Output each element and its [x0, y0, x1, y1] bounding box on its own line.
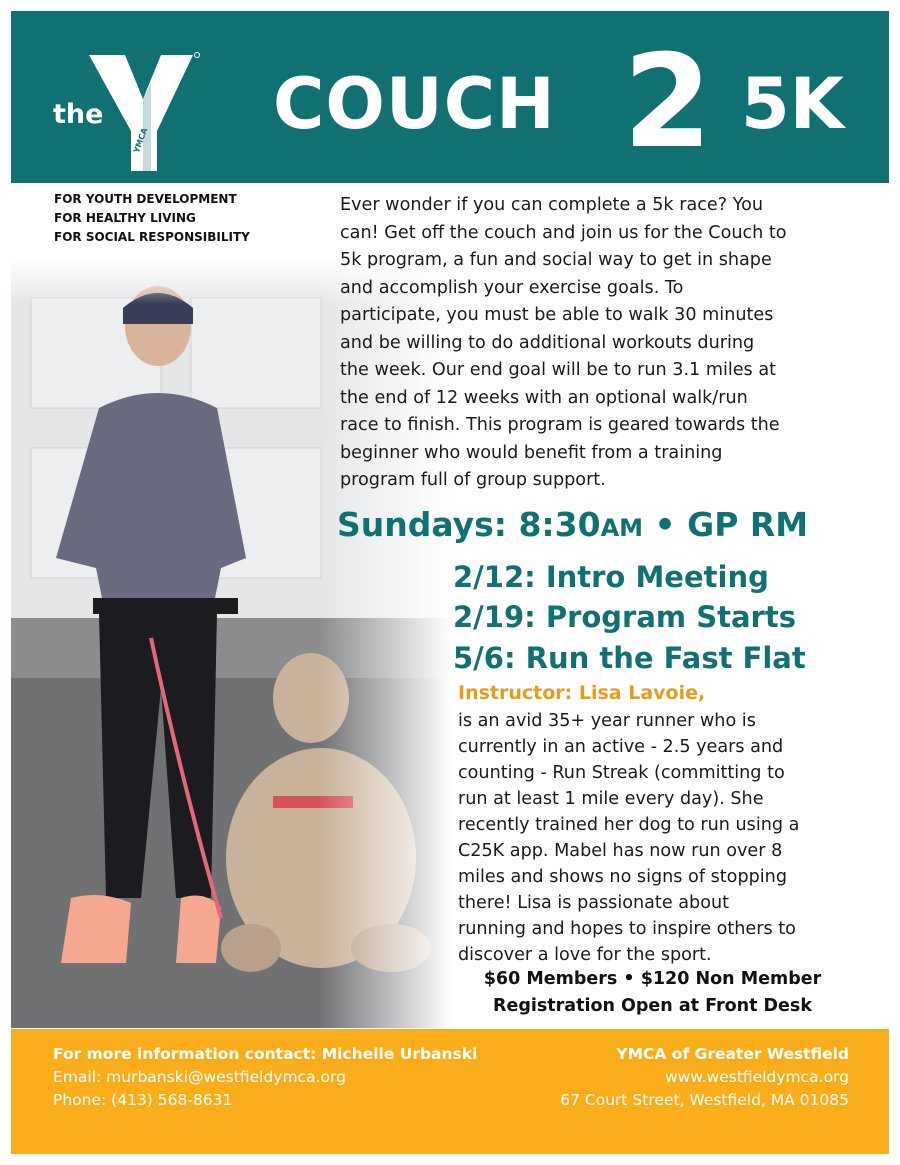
schedule-date-run: 5/6: Run the Fast Flat — [453, 641, 806, 675]
schedule-day-time — [337, 505, 808, 544]
description-line: participate, you must be able to walk 30 minutes — [340, 305, 774, 325]
taglines — [54, 190, 314, 247]
registration-line: Registration Open at Front Desk — [493, 996, 812, 1016]
bio-line: miles and shows no signs of stopping — [458, 867, 787, 887]
bio-line: C25K app. Mabel has now run over 8 — [458, 841, 783, 861]
logo-ymca-text: YMCA — [132, 126, 150, 155]
bio-line: counting - Run Streak (committing to — [458, 763, 785, 783]
org-address: 67 Court Street, Westfield, MA 01085 — [560, 1091, 849, 1109]
tagline-social: FOR SOCIAL RESPONSIBILITY — [54, 230, 250, 244]
bio-line: discover a love for the sport. — [458, 945, 712, 965]
contact-heading: For more information contact: Michelle Urbanski — [53, 1045, 478, 1063]
footer-contact — [53, 1043, 477, 1112]
contact-phone[interactable]: Phone: (413) 568-8631 — [53, 1091, 233, 1109]
description-line: can! Get off the couch and join us for the Couch to — [340, 222, 787, 243]
bio-line: currently in an active - 2.5 years and — [458, 737, 784, 757]
title-two: 2 — [623, 28, 713, 177]
bio-line: recently trained her dog to run using a — [458, 815, 800, 835]
description-line: Ever wonder if you can complete a 5k race? You — [340, 195, 763, 215]
tagline-youth: FOR YOUTH DEVELOPMENT — [54, 192, 237, 206]
description-line: 5k program, a fun and social way to get in shape — [340, 250, 772, 270]
description-line: program full of group support. — [340, 470, 606, 490]
title-5k: 5K — [741, 63, 844, 145]
tagline-healthy: FOR HEALTHY LIVING — [54, 211, 196, 225]
header-banner — [11, 11, 889, 183]
instructor-label: Instructor: Lisa Lavoie, — [458, 682, 706, 704]
contact-email[interactable]: Email: murbanski@westfieldymca.org — [53, 1068, 346, 1086]
org-website-link[interactable]: www.westfieldymca.org — [665, 1068, 849, 1086]
footer-banner — [11, 1029, 889, 1154]
bio-line: is an avid 35+ year runner who is — [458, 711, 756, 731]
description-line: race to finish. This program is geared towards the — [340, 415, 780, 435]
page-title — [273, 28, 873, 181]
description-line: the week. Our end goal will be to run 3.1 miles at — [340, 360, 776, 380]
schedule-date-intro: 2/12: Intro Meeting — [453, 560, 769, 594]
schedule-ampm: AM — [600, 514, 644, 542]
pricing-line: $60 Members • $120 Non Member — [483, 969, 822, 989]
pricing-block — [455, 966, 850, 1020]
footer-organization — [560, 1043, 849, 1112]
logo-the-text: the — [53, 99, 104, 130]
instructor-bio — [458, 708, 858, 968]
schedule-date-start: 2/19: Program Starts — [453, 600, 796, 634]
description-line: and accomplish your exercise goals. To — [340, 277, 684, 298]
bio-line: running and hopes to inspire others to — [458, 919, 796, 939]
description-line: beginner who would benefit from a training — [340, 442, 723, 463]
title-couch: COUCH — [273, 63, 556, 145]
description-line: the end of 12 weeks with an optional walk/run — [340, 387, 748, 408]
bio-line: run at least 1 mile every day). She — [458, 789, 764, 809]
program-description — [340, 192, 860, 495]
description-line: and be willing to do additional workouts during — [340, 332, 755, 353]
schedule-day-time-prefix: Sundays: 8:30 — [337, 505, 601, 544]
ymca-y-logo-icon — [81, 47, 201, 175]
bio-line: there! Lisa is passionate about — [458, 893, 730, 913]
org-name: YMCA of Greater Westfield — [616, 1045, 849, 1063]
schedule-location: • GP RM — [643, 505, 809, 544]
